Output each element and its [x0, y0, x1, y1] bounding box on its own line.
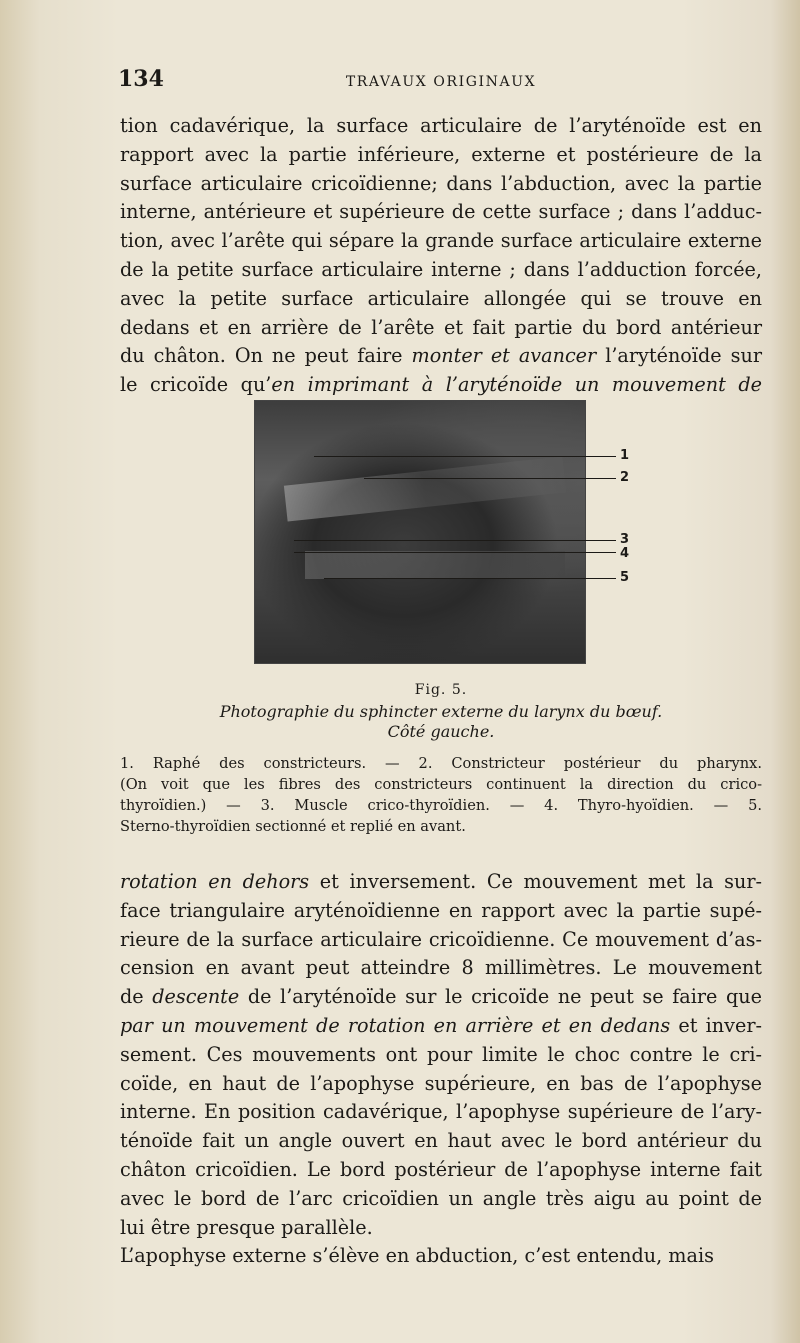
text-segment: de l’aryténoïde sur le cricoïde ne peut se faire que — [239, 985, 762, 1009]
italic-text: monter et avancer — [411, 344, 597, 368]
italic-text: par un mouvement de rotation en arrière et en dedans — [120, 1013, 671, 1037]
text-line-content: coïde, en haut de l’apophyse supérieure, en bas de l’apophyse — [120, 1071, 762, 1095]
text-segment: et inver- — [670, 1013, 763, 1037]
text-line — [120, 1214, 762, 1243]
text-line-content: L’apophyse externe s’élève en abduction, c’est entendu, mais — [120, 1244, 714, 1268]
leader-line-1 — [314, 456, 616, 457]
paragraph-top — [120, 112, 762, 400]
text-line — [120, 868, 762, 897]
text-line — [120, 1098, 762, 1127]
text-line-content: avec la petite surface articulaire allongée qui se trouve en — [120, 286, 762, 310]
legend-line: 1. Raphé des constricteurs. — 2. Constricteur postérieur du pharynx. — [120, 755, 762, 772]
paragraph-bottom — [120, 868, 762, 1271]
page-header — [118, 66, 764, 96]
callout-4: 4 — [620, 546, 630, 561]
text-line — [120, 1012, 762, 1041]
text-segment: le cricoïde qu’ — [120, 373, 272, 397]
text-line — [120, 1156, 762, 1185]
text-line — [120, 1185, 762, 1214]
text-line-content: lui être presque parallèle. — [120, 1215, 373, 1239]
text-line — [120, 256, 762, 285]
text-line — [120, 1070, 762, 1099]
text-line — [120, 897, 762, 926]
text-line-content: interne. En position cadavérique, l’apophyse supérieure de l’ary- — [120, 1100, 762, 1124]
text-line — [120, 314, 762, 343]
text-line — [120, 371, 762, 400]
text-line — [120, 170, 762, 199]
text-line-content: rapport avec la partie inférieure, externe et postérieure de la — [120, 142, 762, 166]
text-line — [120, 926, 762, 955]
text-line — [120, 198, 762, 227]
text-segment: de — [120, 985, 153, 1009]
text-line-content: tion, avec l’arête qui sépare la grande surface articulaire externe — [120, 229, 762, 253]
text-line — [120, 983, 762, 1012]
leader-line-2 — [364, 478, 616, 479]
italic-text: en imprimant à l’aryténoïde un mouvement de — [271, 373, 763, 397]
italic-text: descente — [152, 985, 240, 1009]
text-line — [120, 1242, 762, 1271]
text-line-content: tion cadavérique, la surface articulaire de l’aryténoïde est en — [120, 114, 762, 137]
text-line-content: sement. Ces mouvements ont pour limite le choc contre le cri- — [120, 1042, 762, 1066]
legend-line: thyroïdien.) — 3. Muscle crico-thyroïdien. — 4. Thyro-hyoïdien. — 5. — [120, 797, 762, 814]
figure-caption — [120, 702, 762, 742]
text-segment: et inversement. Ce mouvement met la sur- — [309, 870, 762, 893]
text-line — [120, 112, 762, 141]
italic-text: rotation en dehors — [120, 870, 310, 893]
text-line — [120, 141, 762, 170]
running-title: TRAVAUX ORIGINAUX — [345, 74, 537, 90]
text-line — [120, 342, 762, 371]
leader-line-3 — [294, 540, 616, 541]
text-segment: du châton. On ne peut faire — [120, 344, 412, 368]
leader-line-4 — [294, 552, 616, 553]
legend-line: (On voit que les fibres des constricteurs continuent la direction du crico- — [120, 776, 762, 793]
page-number: 134 — [118, 66, 164, 92]
text-line — [120, 954, 762, 983]
text-line-content: face triangulaire aryténoïdienne en rapport avec la partie supé- — [120, 898, 762, 922]
text-line-content: avec le bord de l’arc cricoïdien un angle très aigu au point de — [120, 1186, 762, 1210]
text-line — [120, 227, 762, 256]
figure-label: Fig. 5. — [414, 682, 468, 698]
text-line — [120, 285, 762, 314]
text-line-content: surface articulaire cricoïdienne; dans l’abduction, avec la partie — [120, 171, 762, 195]
text-line-content: dedans et en arrière de l’arête et fait partie du bord antérieur — [120, 315, 762, 339]
callout-2: 2 — [620, 470, 630, 485]
figure-caption-line: Côté gauche. — [387, 722, 495, 741]
text-line — [120, 1041, 762, 1070]
text-line-content: châton cricoïdien. Le bord postérieur de l’apophyse interne fait — [120, 1157, 762, 1181]
text-line — [120, 1127, 762, 1156]
callout-3: 3 — [620, 532, 630, 547]
text-line-content: ténoïde fait un angle ouvert en haut avec le bord antérieur du — [120, 1129, 762, 1153]
figure-caption-line: Photographie du sphincter externe du larynx du bœuf. — [219, 702, 663, 721]
text-line-content: rieure de la surface articulaire cricoïdienne. Ce mouvement d’as- — [120, 927, 762, 951]
callout-1: 1 — [620, 448, 630, 463]
text-line-content: cension en avant peut atteindre 8 millimètres. Le mouvement — [120, 956, 762, 980]
text-segment: l’aryténoïde sur — [596, 344, 762, 368]
text-line-content: de la petite surface articulaire interne ; dans l’adduction forcée, — [120, 257, 762, 281]
text-line-content: interne, antérieure et supérieure de cette surface ; dans l’adduc- — [120, 200, 762, 224]
legend-line: Sterno-thyroïdien sectionné et replié en avant. — [120, 818, 466, 835]
larynx-photograph — [254, 400, 586, 664]
figure-legend — [120, 753, 762, 837]
figure-photograph — [254, 400, 634, 664]
callout-5: 5 — [620, 570, 630, 585]
leader-line-5 — [324, 578, 616, 579]
